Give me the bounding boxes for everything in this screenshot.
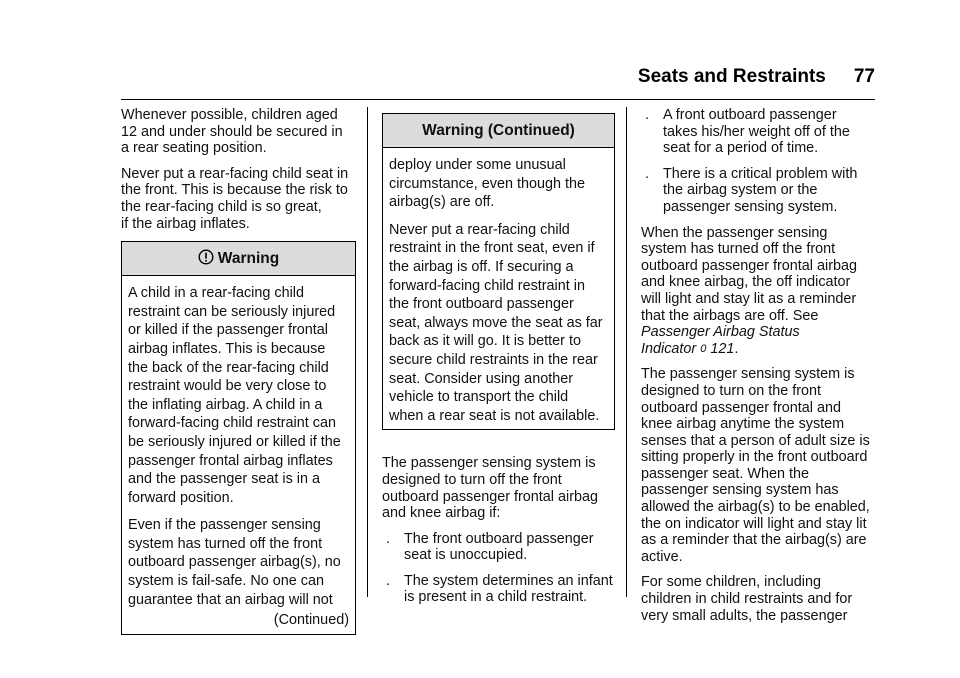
bullet-mark: .: [386, 530, 390, 547]
warning-title: Warning: [122, 242, 355, 276]
warning-title: Warning (Continued): [383, 114, 614, 148]
paragraph: Whenever possible, children aged 12 and under should be secured in a rear seating position.: [121, 107, 343, 157]
column-1: [121, 107, 356, 635]
column-divider-2: [626, 107, 627, 597]
warning-paragraph: deploy under some unusual circumstance, even though the airbag(s) are off.: [389, 157, 585, 211]
cross-reference-link[interactable]: Passenger Airbag Status Indicator 0 121: [641, 324, 800, 357]
column-divider-1: [367, 107, 368, 597]
page-reference-icon: 0: [700, 342, 707, 355]
paragraph: The passenger sensing system is designed to turn on the front outboard passenger frontal and knee airbag anytime the system senses that a person of adult size is sitting properly in the front outboard passenger seat. When the passenger sensing system has allowed the airbag(s) to be enabled, the on indicator will light and stay lit as a reminder that the airbag(s) are active.: [641, 366, 870, 565]
continued-label: (Continued): [273, 612, 349, 629]
paragraph: When the passenger sensing system has turned off the front outboard passenger frontal airbag and knee airbag, the off indicator will light and stay lit as a reminder that the airbags are off. See Passenger Airbag Status Indicator 0 121.: [641, 224, 858, 357]
bullet-mark: .: [645, 107, 649, 123]
list-item: . There is a critical problem with the airbag system or the passenger sensing system.: [645, 165, 858, 215]
paragraph: Never put a rear-facing child seat in the front. This is because the risk to the rear-facing child is so great, if the airbag inflates.: [121, 165, 349, 232]
list-item: . A front outboard passenger takes his/her weight off of the seat for a period of time.: [645, 107, 850, 157]
paragraph: For some children, including children in child restraints and for very small adults, the passenger: [641, 574, 853, 624]
list-item: . The system determines an infant is present in a child restraint.: [386, 572, 613, 606]
header-rule: [121, 99, 875, 100]
warning-paragraph: A child in a rear-facing child restraint can be seriously injured or killed if the passenger frontal airbag inflates. This is because the back of the rear-facing child restraint would be very close to the inflating airbag. A child in a forward-facing child restraint can be seriously injured or killed if the passenger frontal airbag inflates and the passenger seat is in a forward position.: [128, 285, 341, 506]
page-header: [0, 66, 875, 88]
bullet-mark: .: [645, 165, 649, 182]
reference-page-number: 121: [710, 340, 735, 357]
warning-icon: [198, 249, 214, 265]
column-3: [641, 107, 876, 633]
list-item: . The front outboard passenger seat is unoccupied.: [386, 530, 594, 564]
warning-box-continued: [382, 113, 615, 430]
warning-paragraph: Even if the passenger sensing system has turned off the front outboard passenger airbag(s), no system is fail-safe. No one can guarantee that an airbag will not: [128, 517, 341, 608]
warning-paragraph: Never put a rear-facing child restraint in the front seat, even if the airbag is off. If securing a forward-facing child restraint in the front outboard passenger seat, always move the seat as far back as it will go. It is better to secure child restraints in the rear seat. Consider using another vehicle to transport the child when a rear seat is not available.: [389, 221, 603, 424]
warning-body: [383, 148, 614, 429]
column-2: [382, 113, 615, 615]
paragraph: The passenger sensing system is designed to turn off the front outboard passenger frontal airbag and knee airbag if:: [382, 455, 599, 522]
page-number: 77: [853, 66, 875, 87]
warning-box: [121, 241, 356, 635]
section-title: Seats and Restraints: [637, 66, 826, 87]
bullet-mark: .: [386, 572, 390, 589]
warning-body: [122, 276, 355, 634]
